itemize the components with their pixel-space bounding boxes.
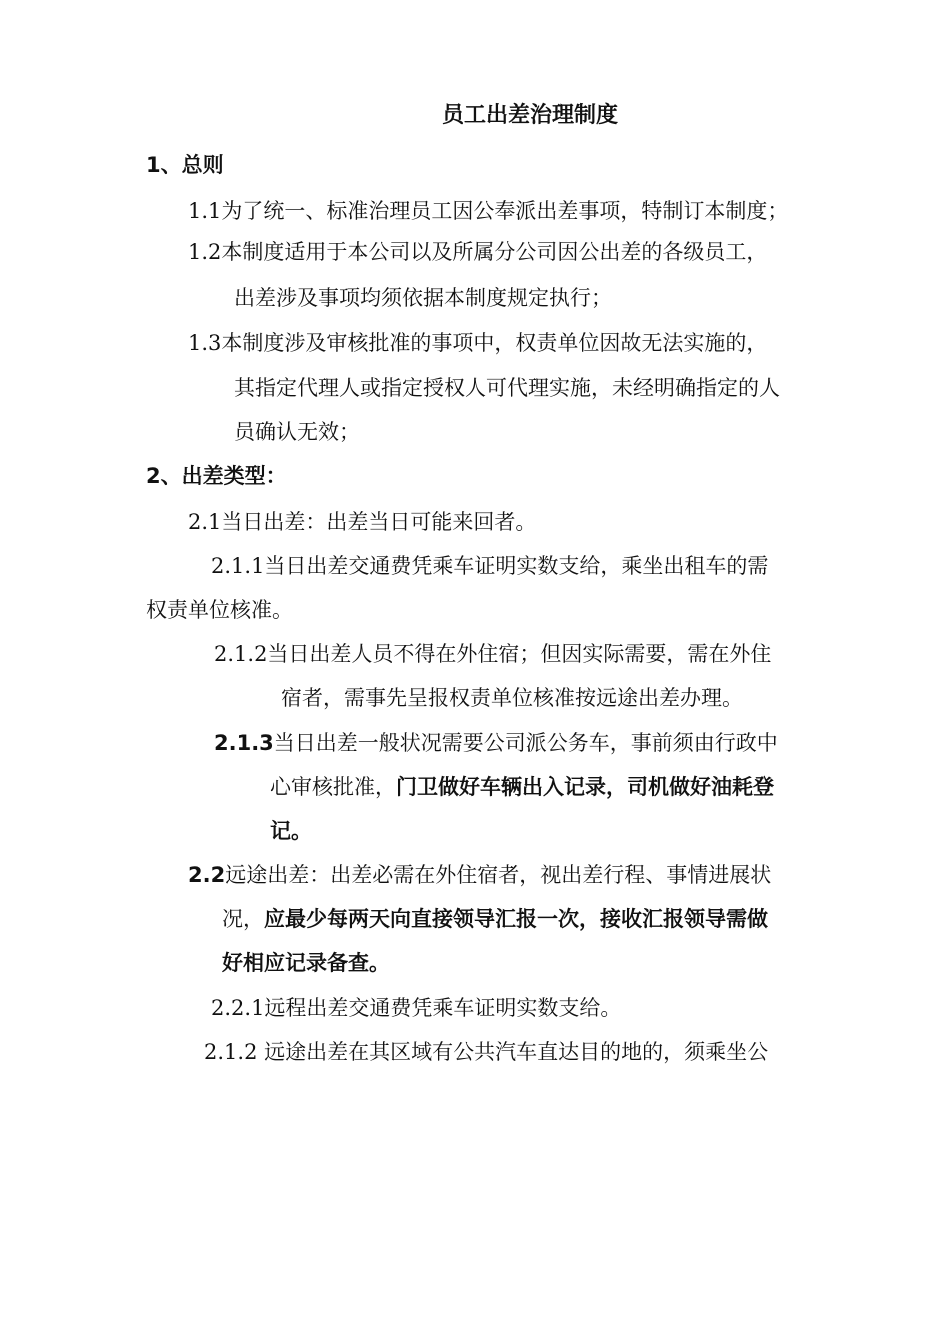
clause-2-2-line2 [222,904,768,934]
clause-2-1-3-line2 [270,772,774,802]
clause-2-1-3-emphasis: 门卫做好车辆出入记录，司机做好油耗登 [396,775,774,799]
section-2-heading: 2、出差类型： [146,464,287,488]
clause-2-2-text: 远途出差：出差必需在外住宿者，视出差行程、事情进展状 [225,863,772,887]
clause-2-1-1-line2: 权责单位核准。 [146,598,293,622]
clause-2-1-3-line1 [214,728,778,758]
clause-2-2-emphasis: 应最少每两天向直接领导汇报一次，接收汇报领导需做 [264,907,768,931]
document-title: 员工出差治理制度 [441,103,618,128]
clause-1-3-line3: 员确认无效； [234,420,360,444]
clause-2-1-3-line3: 记。 [270,819,312,843]
clause-1-2-line2: 出差涉及事项均须依据本制度规定执行； [234,286,612,310]
clause-2-2-text2: 况， [222,907,264,931]
clause-2-2-line3: 好相应记录备查。 [222,951,390,975]
clause-2-1-3-number: 2.1.3 [214,731,274,755]
clause-2-1-2-line2: 宿者，需事先呈报权责单位核准按远途出差办理。 [281,686,743,710]
clause-2-1: 2.1当日出差：出差当日可能来回者。 [188,510,537,534]
clause-2-1-3-text2: 心审核批准， [270,775,396,799]
clause-1-1: 1.1为了统一、标准治理员工因公奉派出差事项，特制订本制度； [188,199,789,223]
clause-1-2-line1: 1.2本制度适用于本公司以及所属分公司因公出差的各级员工， [188,240,768,264]
clause-2-2-line1 [188,860,771,890]
clause-2-1-2-line1: 2.1.2当日出差人员不得在外住宿；但因实际需要，需在外住 [214,642,772,666]
clause-2-1-1-line1: 2.1.1当日出差交通费凭乘车证明实数支给，乘坐出租车的需 [211,554,769,578]
clause-2-1-2-remote: 2.1.2 远途出差在其区域有公共汽车直达目的地的，须乘坐公 [204,1040,769,1064]
clause-2-2-1: 2.2.1远程出差交通费凭乘车证明实数支给。 [211,996,622,1020]
clause-1-3-line2: 其指定代理人或指定授权人可代理实施，未经明确指定的人 [234,376,780,400]
clause-2-2-number: 2.2 [188,863,226,887]
section-1-heading: 1、总则 [146,153,224,177]
clause-1-3-line1: 1.3本制度涉及审核批准的事项中，权责单位因故无法实施的， [188,331,768,355]
clause-2-1-3-text: 当日出差一般状况需要公司派公务车，事前须由行政中 [273,731,778,755]
